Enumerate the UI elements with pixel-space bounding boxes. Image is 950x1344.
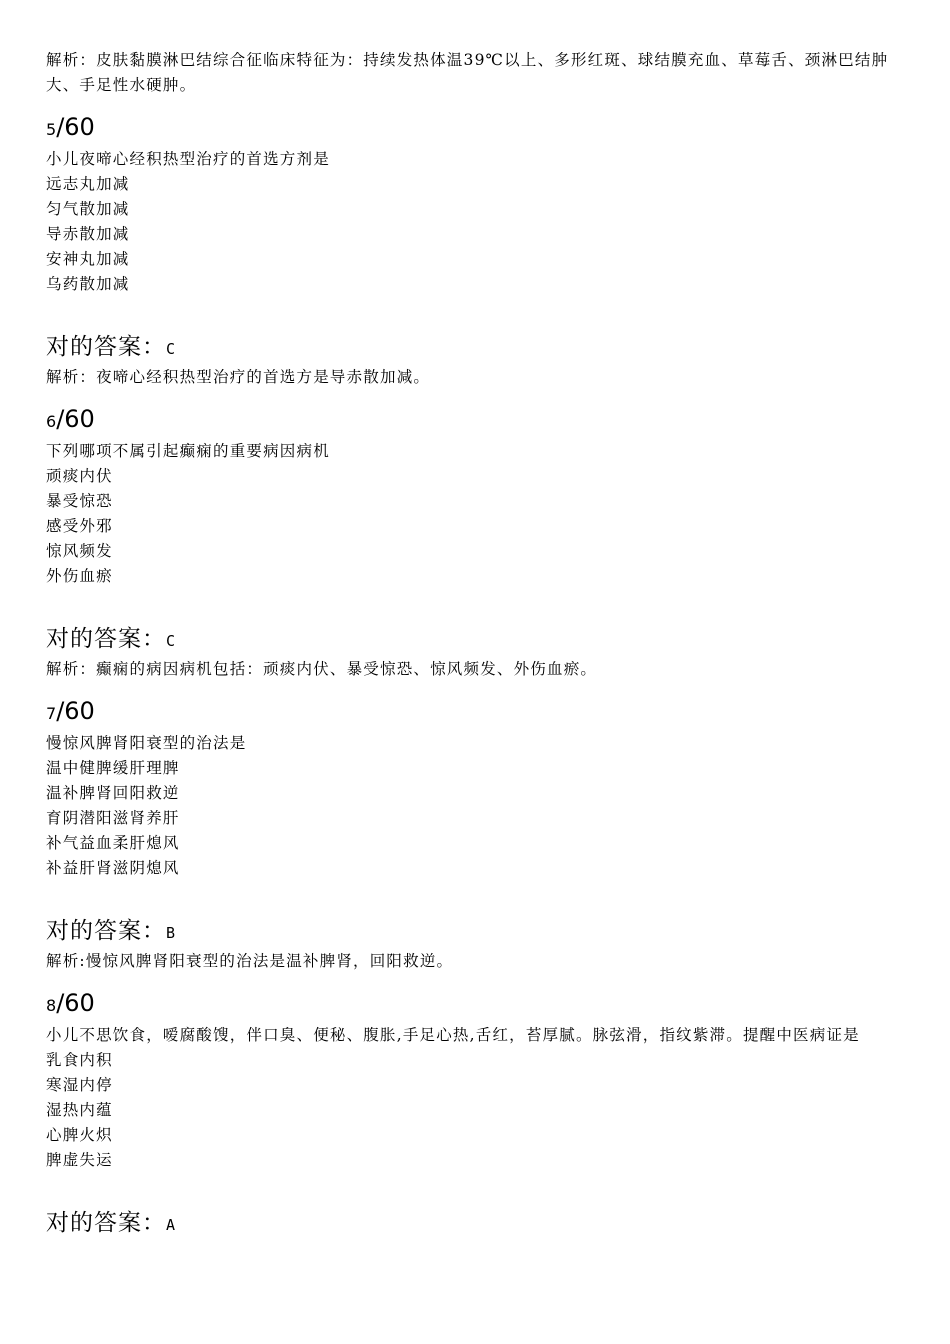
document-page bbox=[46, 48, 908, 1238]
question-number bbox=[46, 989, 908, 1017]
question-current: 6 bbox=[46, 412, 57, 431]
question-block bbox=[46, 113, 908, 405]
option-e: 脾虚失运 bbox=[46, 1151, 113, 1169]
question-stem: 下列哪项不属引起癫痫的重要病因病机 bbox=[46, 442, 330, 460]
answer-value: C bbox=[166, 632, 176, 650]
answer-label: 对的答案： bbox=[46, 334, 166, 360]
question-block bbox=[46, 697, 908, 989]
question-current: 5 bbox=[46, 120, 57, 139]
question-number bbox=[46, 697, 908, 725]
option-d: 心脾火炽 bbox=[46, 1126, 113, 1144]
option-c: 感受外邪 bbox=[46, 517, 113, 535]
question-stem: 小儿不思饮食，嗳腐酸馊，伴口臭、便秘、腹胀,手足心热,舌红，苔厚腻。脉弦滑，指纹紫滞。提醒中医病证是 bbox=[46, 1026, 860, 1044]
option-c: 湿热内蕴 bbox=[46, 1101, 113, 1119]
question-analysis: 解析：癫痫的病因病机包括：顽痰内伏、暴受惊恐、惊风频发、外伤血瘀。 bbox=[46, 660, 598, 678]
answer-value: C bbox=[166, 340, 176, 358]
answer-value: B bbox=[166, 924, 176, 942]
question-stem: 慢惊风脾肾阳衰型的治法是 bbox=[46, 734, 247, 752]
answer-label: 对的答案： bbox=[46, 626, 166, 652]
question-analysis: 解析：夜啼心经积热型治疗的首选方是导赤散加减。 bbox=[46, 368, 431, 386]
question-block bbox=[46, 989, 908, 1238]
question-total: /60 bbox=[56, 113, 95, 141]
option-a: 顽痰内伏 bbox=[46, 467, 113, 485]
answer-label: 对的答案： bbox=[46, 1210, 166, 1236]
intro-analysis: 解析：皮肤黏膜淋巴结综合征临床特征为：持续发热体温39℃以上、多形红斑、球结膜充血、草莓舌、颈淋巴结肿大、手足性水硬肿。 bbox=[46, 51, 889, 94]
question-total: /60 bbox=[56, 405, 95, 433]
option-b: 暴受惊恐 bbox=[46, 492, 113, 510]
option-b: 温补脾肾回阳救逆 bbox=[46, 784, 180, 802]
option-d: 补气益血柔肝熄风 bbox=[46, 834, 180, 852]
answer-label: 对的答案： bbox=[46, 918, 166, 944]
correct-answer bbox=[46, 620, 908, 654]
answer-value: A bbox=[166, 1216, 176, 1234]
question-stem: 小儿夜啼心经积热型治疗的首选方剂是 bbox=[46, 150, 330, 168]
option-e: 补益肝肾滋阴熄风 bbox=[46, 859, 180, 877]
option-a: 乳食内积 bbox=[46, 1051, 113, 1069]
option-e: 外伤血瘀 bbox=[46, 567, 113, 585]
question-analysis: 解析:慢惊风脾肾阳衰型的治法是温补脾肾，回阳救逆。 bbox=[46, 952, 454, 970]
option-e: 乌药散加减 bbox=[46, 275, 130, 293]
option-d: 安神丸加减 bbox=[46, 250, 130, 268]
option-c: 导赤散加减 bbox=[46, 225, 130, 243]
question-total: /60 bbox=[56, 989, 95, 1017]
question-total: /60 bbox=[56, 697, 95, 725]
question-block bbox=[46, 405, 908, 697]
question-number bbox=[46, 405, 908, 433]
question-number bbox=[46, 113, 908, 141]
option-b: 匀气散加减 bbox=[46, 200, 130, 218]
correct-answer bbox=[46, 912, 908, 946]
option-a: 远志丸加减 bbox=[46, 175, 130, 193]
option-b: 寒湿内停 bbox=[46, 1076, 113, 1094]
correct-answer bbox=[46, 1204, 908, 1238]
question-current: 8 bbox=[46, 996, 57, 1015]
option-d: 惊风频发 bbox=[46, 542, 113, 560]
correct-answer bbox=[46, 328, 908, 362]
option-a: 温中健脾缓肝理脾 bbox=[46, 759, 180, 777]
option-c: 育阴潜阳滋肾养肝 bbox=[46, 809, 180, 827]
question-current: 7 bbox=[46, 704, 57, 723]
